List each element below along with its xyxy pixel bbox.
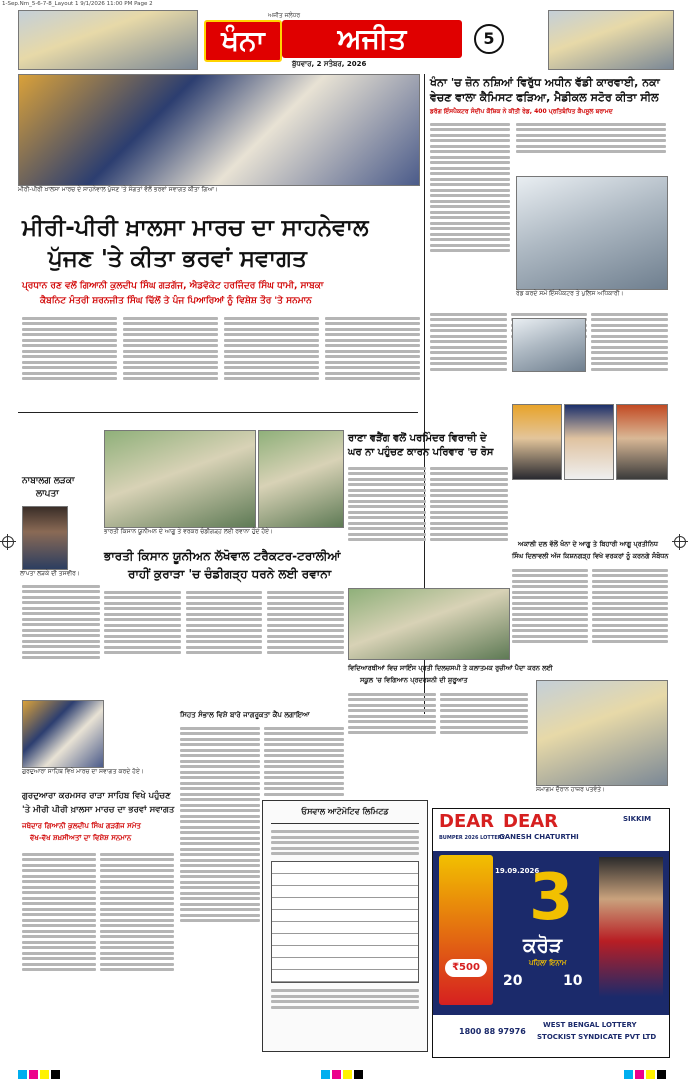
- lottery-brand-sub: GANESH CHATURTHI: [499, 833, 579, 841]
- missing-headline-2: ਲਾਪਤਾ: [36, 489, 59, 499]
- gurdwara-photo-caption: ਗੁਰਦੁਆਰਾ ਸਾਹਿਬ ਵਿਖੇ ਮਾਰਚ ਦਾ ਸਵਾਗਤ ਕਰਦੇ ਹੋਏ।: [22, 768, 144, 775]
- missing-headline-1: ਨਾਬਾਲਗ ਲੜਕਾ: [22, 476, 75, 486]
- farmers-photo-1: [104, 430, 256, 528]
- farmers-photo-caption: ਭਾਰਤੀ ਕਿਸਾਨ ਯੂਨੀਅਨ ਦੇ ਆਗੂ ਤੇ ਵਰਕਰ ਚੰਡੀਗੜ੍ਹ ਲਈ ਰਵਾਨਾ ਹੁੰਦੇ ਹੋਏ।: [104, 528, 274, 535]
- rana-body: [348, 464, 508, 584]
- lottery-brand-big: DEAR: [503, 811, 559, 832]
- farmers-body: [104, 588, 344, 684]
- gurdwara-photo: [22, 700, 104, 768]
- lottery-tagline: BUMPER 2026 LOTTERY: [439, 835, 505, 841]
- raid-body-left: [430, 120, 510, 310]
- march-subhead-2: ਕੈਬਨਿਟ ਮੰਤਰੀ ਸ਼ਰਨਜੀਤ ਸਿੰਘ ਢਿੱਲੋਂ ਤੇ ਪੰਜ ਪਿਆਰਿਆਂ ਨੂੰ ਵਿਸ਼ੇਸ਼ ਤੌਰ 'ਤੇ ਸਨਮਾਨ: [40, 296, 312, 306]
- march-photo: [18, 74, 420, 186]
- lottery-prize-caption: ਪਹਿਲਾ ਇਨਾਮ: [529, 959, 567, 967]
- masthead-photo-right: [548, 10, 674, 70]
- notice-company: ਓਸਵਾਲ ਆਟੋਮੋਟਿਵ ਲਿਮਿਟਡ: [301, 807, 389, 816]
- public-notice: [262, 800, 428, 1052]
- gurdwara-subhead-1: ਜਥੇਦਾਰ ਗਿਆਨੀ ਕੁਲਦੀਪ ਸਿੰਘ ਗੜਗੱਜ ਸਮੇਤ: [22, 822, 141, 830]
- lottery-brand: DEAR: [439, 811, 495, 832]
- notice-table: [271, 861, 419, 983]
- raid-kicker: ਡਰੱਗ ਇੰਸਪੈਕਟਰ ਸੰਦੀਪ ਕੌਸ਼ਿਕ ਨੇ ਕੀਤੀ ਰੇਡ, 400 ਪ੍ਰਤਿਬੰਧਿਤ ਕੈਪਸੂਲ ਬਰਾਮਦ: [430, 108, 613, 115]
- divider-missing: [18, 412, 418, 413]
- print-color-bar: [18, 1064, 668, 1074]
- lottery-state: SIKKIM: [623, 815, 652, 823]
- raid-photo-mid: [512, 318, 586, 372]
- raid-photo: [516, 176, 668, 290]
- lottery-helpline: 1800 88 97976: [459, 1027, 526, 1036]
- registration-mark-left: [2, 536, 14, 548]
- portrait-3: [616, 404, 668, 480]
- portrait-1: [512, 404, 562, 480]
- school-headline-2: ਸਕੂਲ 'ਚ ਵਿਗਿਆਨ ਪ੍ਰਦਰਸ਼ਨੀ ਦੀ ਸ਼ੁਰੂਆਤ: [360, 676, 468, 684]
- health-headline: ਸਿਹਤ ਸੰਭਾਲ ਵਿਸ਼ੇ ਬਾਰੇ ਜਾਗਰੂਕਤਾ ਕੈਂਪ ਲਗਾਇਆ: [180, 711, 310, 719]
- lottery-prize-unit: ਕਰੋੜ: [523, 933, 563, 957]
- school-headline-1: ਵਿਦਿਆਰਥੀਆਂ ਵਿਚ ਸਾਇੰਸ ਪ੍ਰਤੀ ਦਿਲਚਸਪੀ ਤੇ ਕਲਾਤਮਕ ਰੁਚੀਆਂ ਪੈਦਾ ਕਰਨ ਲਈ: [348, 664, 553, 672]
- gurdwara-subhead-2: ਵੱਖ-ਵੱਖ ਸ਼ਖ਼ਸੀਅਤਾਂ ਦਾ ਵਿਸ਼ੇਸ਼ ਸਨਮਾਨ: [30, 834, 132, 842]
- page-number: 5: [474, 24, 504, 54]
- lottery-distributor: WEST BENGAL LOTTERY: [543, 1021, 637, 1029]
- akali-headline-2: ਸਿੰਘ ਦਿਲਾਵਲੀ ਅੱਜ ਕਿਸ਼ਨਗੜ੍ਹ ਵਿਖੇ ਵਰਕਰਾਂ ਨੂੰ ਕਰਨਗੇ ਸੰਬੋਧਨ: [512, 552, 669, 560]
- missing-boy-caption: ਲਾਪਤਾ ਲੜਕੇ ਦੀ ਤਸਵੀਰ।: [20, 570, 80, 577]
- lottery-celebrity-photo: [599, 857, 663, 997]
- farmers-photo-2: [258, 430, 344, 528]
- farmers-headline-2: ਰਾਹੀਂ ਕੁਰਾੜਾ 'ਚ ਚੰਡੀਗੜ੍ਹ ਧਰਨੇ ਲਈ ਰਵਾਨਾ: [128, 567, 332, 581]
- event-photo-caption: ਸਮਾਗਮ ਦੌਰਾਨ ਹਾਜ਼ਰ ਪਤਵੰਤੇ।: [536, 786, 606, 793]
- masthead-left-word: ਖੰਨਾ: [204, 20, 282, 62]
- missing-boy-photo: [22, 506, 68, 570]
- rana-photo: [348, 588, 510, 660]
- rana-headline-2: ਘਰ ਨਾ ਪਹੁੰਚਣ ਕਾਰਨ ਪਰਿਵਾਰ 'ਚ ਰੋਸ: [348, 447, 494, 458]
- lottery-third-prize: 10: [563, 973, 583, 989]
- march-body: [22, 314, 420, 406]
- gurdwara-headline-1: ਗੁਰਦੁਆਰਾ ਕਰਮਸਰ ਰਾੜਾ ਸਾਹਿਬ ਵਿਖੇ ਪਹੁੰਚਣ: [22, 791, 171, 801]
- farmers-headline-1: ਭਾਰਤੀ ਕਿਸਾਨ ਯੂਨੀਅਨ ਲੱਖੋਵਾਲ ਟਰੈਕਟਰ-ਟਰਾਲੀਆਂ: [104, 549, 341, 563]
- portrait-2: [564, 404, 614, 480]
- masthead: [202, 12, 502, 70]
- raid-body-right: [516, 120, 666, 174]
- print-slug: 1-Sep.Nm_5-6-7-8_Layout 1 9/1/2026 11:00 PM Page 2: [2, 1, 153, 7]
- masthead-photo-left: [18, 10, 198, 70]
- raid-headline-1: ਖੰਨਾ 'ਚ ਜ਼ੋਨ ਨਸ਼ਿਆਂ ਵਿਰੁੱਧ ਅਧੀਨ ਵੱਡੀ ਕਾਰਵਾਈ, ਨਕਾ: [430, 76, 660, 89]
- masthead-small-top: ਅਜੀਤ ਜਲੰਧਰ: [268, 12, 301, 19]
- lottery-prize-amount: 3: [529, 861, 574, 935]
- masthead-right-word: ਅਜੀਤ: [282, 20, 462, 58]
- dateline: ਬੁੱਧਵਾਰ, 2 ਸਤੰਬਰ, 2026: [292, 60, 367, 68]
- march-photo-caption: ਮੀਰੀ-ਪੀਰੀ ਖ਼ਾਲਸਾ ਮਾਰਚ ਦੇ ਸਾਹਨੇਵਾਲ ਪੁੱਜਣ 'ਤੇ ਸੰਗਤਾਂ ਵੱਲੋਂ ਭਰਵਾਂ ਸਵਾਗਤ ਕੀਤਾ ਗਿਆ।: [18, 186, 219, 193]
- lottery-draw-date: 19.09.2026: [495, 867, 540, 875]
- lottery-second-prize: 20: [503, 973, 523, 989]
- march-subhead-1: ਪ੍ਰਧਾਨ ਰਣ ਵਲੋਂ ਗਿਆਨੀ ਕੁਲਦੀਪ ਸਿੰਘ ਗੜਗੱਜ, ਐਡਵੋਕੇਟ ਹਰਜਿੰਦਰ ਸਿੰਘ ਧਾਮੀ, ਸਾਬਕਾ: [22, 281, 324, 291]
- gurdwara-headline-2: 'ਤੇ ਮੀਰੀ ਪੀਰੀ ਖ਼ਾਲਸਾ ਮਾਰਚ ਦਾ ਭਰਵਾਂ ਸਵਾਗਤ: [22, 805, 175, 815]
- lottery-distributor-2: STOCKIST SYNDICATE PVT LTD: [537, 1033, 657, 1041]
- raid-headline-2: ਵੇਚਣ ਵਾਲਾ ਕੈਮਿਸਟ ਫੜਿਆ, ਮੈਡੀਕਲ ਸਟੋਰ ਕੀਤਾ ਸੀਲ: [430, 91, 659, 104]
- rana-headline-1: ਰਾਣਾ ਵੜੈਂਗ ਵਲੋਂ ਪਰਮਿੰਦਰ ਵਿਰਾਜ਼ੀ ਦੇ: [348, 433, 487, 444]
- gurdwara-body: [22, 850, 174, 1050]
- event-photo-right: [536, 680, 668, 786]
- school-body: [348, 690, 528, 760]
- lottery-price-badge: ₹500: [445, 959, 487, 977]
- lottery-ad: [432, 808, 670, 1058]
- march-headline-1: ਮੀਰੀ-ਪੀਰੀ ਖ਼ਾਲਸਾ ਮਾਰਚ ਦਾ ਸਾਹਨੇਵਾਲ: [22, 215, 369, 241]
- akali-headline-1: ਅਕਾਲੀ ਦਲ ਵੱਲੋਂ ਖੰਨਾ ਦੇ ਆਗੂ ਤੇ ਬਿਹਾਰੀ ਆਗੂ ਪ੍ਰਤੀਨਿਧ: [518, 540, 659, 548]
- raid-photo-caption: ਰੇਡ ਕਰਦੇ ਸਮੇਂ ਇੰਸਪੈਕਟਰ ਤੇ ਪੁਲਿਸ ਅਧਿਕਾਰੀ।: [516, 290, 624, 297]
- march-headline-2: ਪੁੱਜਣ 'ਤੇ ਕੀਤਾ ਭਰਵਾਂ ਸਵਾਗਤ: [48, 246, 307, 272]
- missing-body: [22, 582, 100, 692]
